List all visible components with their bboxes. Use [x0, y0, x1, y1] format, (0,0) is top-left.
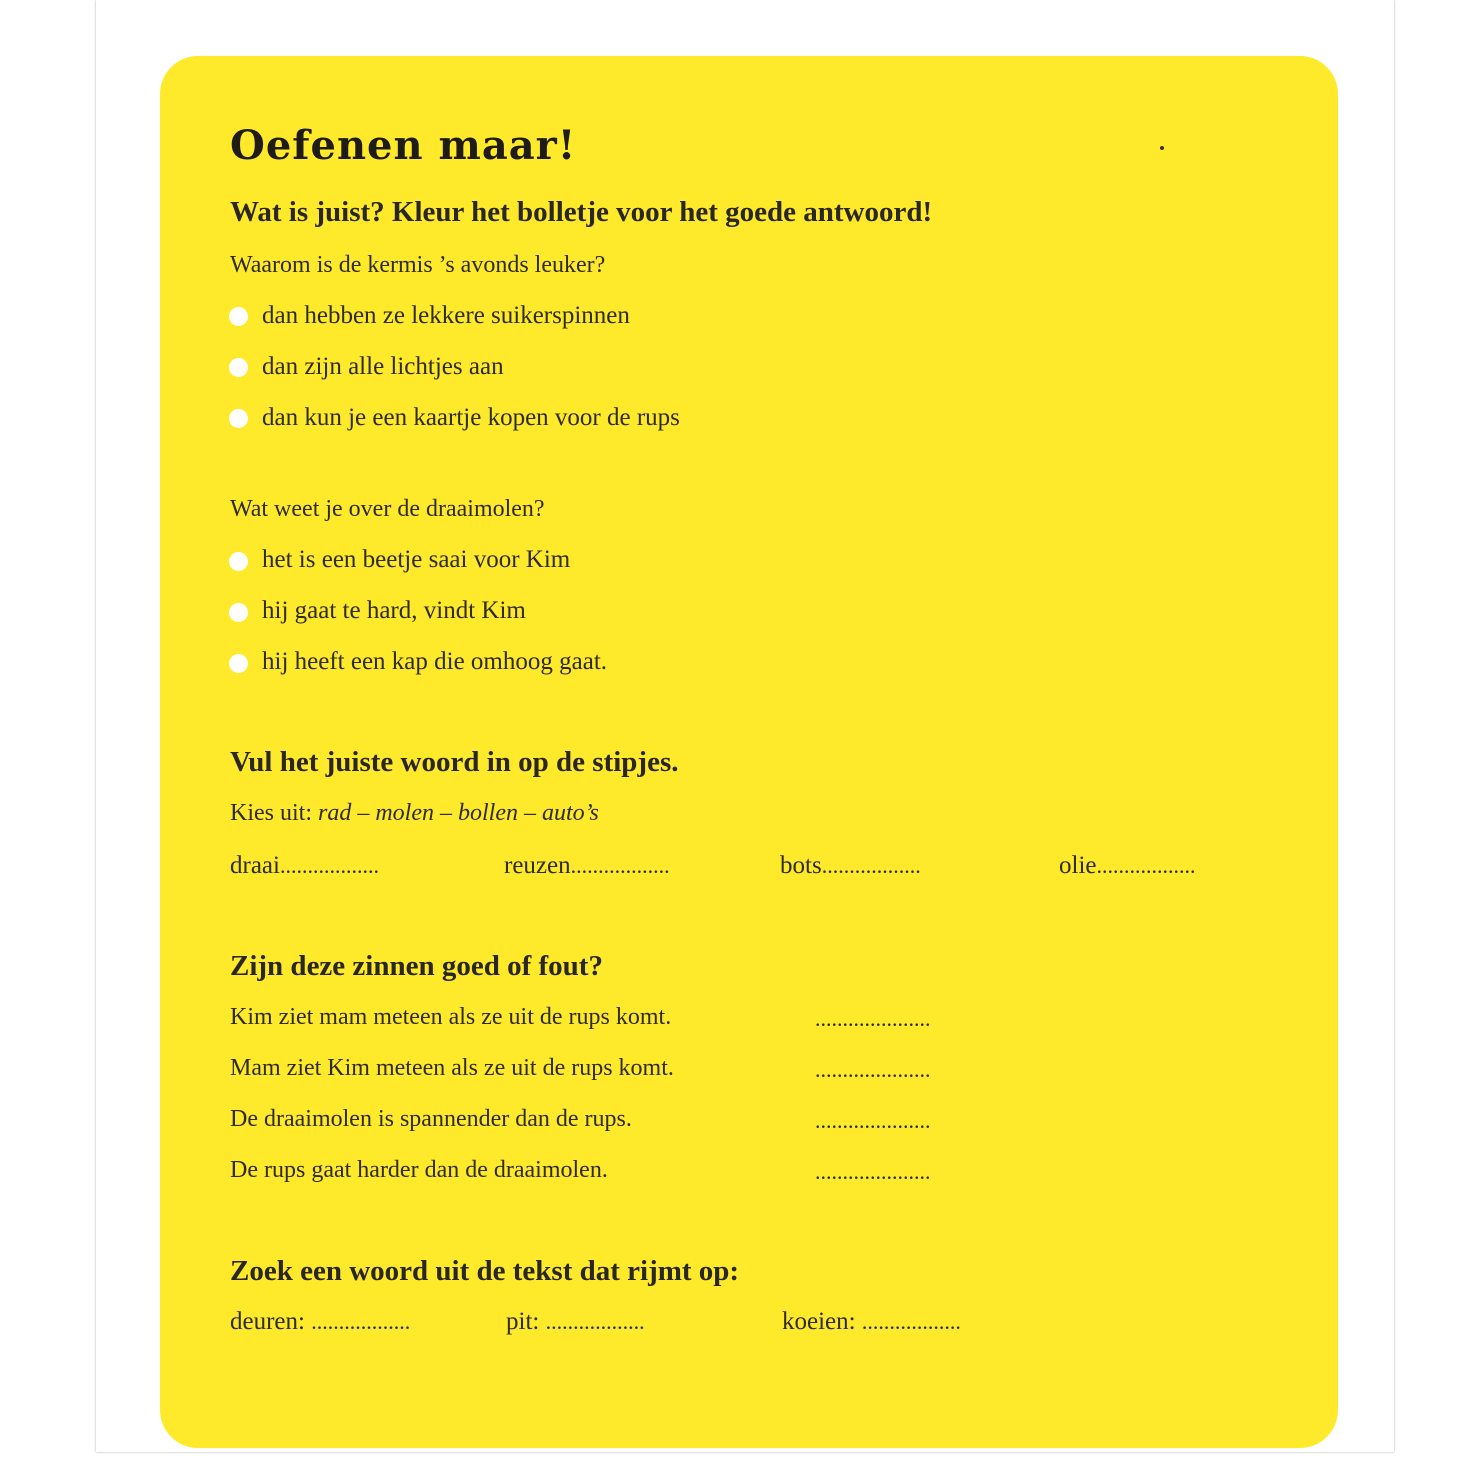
fill-in-blank[interactable]: ..................: [279, 853, 379, 878]
answer-blank-2[interactable]: .....................: [815, 1057, 931, 1082]
rhyme-word: pit:: [506, 1308, 540, 1335]
fill-in-blank[interactable]: ..................: [1096, 853, 1196, 878]
print-speck: [1160, 146, 1164, 150]
answer-bubble-2c[interactable]: [229, 654, 248, 673]
rhyme-item-3: [782, 1308, 961, 1336]
answer-option-2b: hij gaat te hard, vindt Kim: [262, 597, 526, 624]
fill-in-word: olie: [1059, 852, 1097, 879]
fill-in-word: bots: [780, 852, 822, 879]
question-2: Wat weet je over de draaimolen?: [230, 496, 545, 522]
answer-blank-3[interactable]: .....................: [815, 1108, 931, 1133]
section-heading-fill-in: Vul het juiste woord in op de stipjes.: [230, 746, 679, 778]
answer-option-2c: hij heeft een kap die omhoog gaat.: [262, 648, 608, 675]
answer-option-1c: dan kun je een kaartje kopen voor de rups: [262, 404, 680, 431]
answer-bubble-2a[interactable]: [229, 552, 248, 571]
word-choices: [230, 800, 599, 827]
section-heading-multiple-choice: Wat is juist? Kleur het bolletje voor het goede antwoord!: [230, 196, 933, 228]
fill-in-item-3: [780, 852, 921, 880]
page-title: Oefenen maar!: [230, 122, 577, 169]
rhyme-blank[interactable]: ..................: [861, 1309, 961, 1334]
section-heading-true-false: Zijn deze zinnen goed of fout?: [230, 950, 603, 982]
word-choices-prefix: Kies uit:: [230, 800, 318, 826]
answer-bubble-1b[interactable]: [229, 358, 248, 377]
fill-in-word: reuzen: [504, 852, 571, 879]
rhyme-item-1: [230, 1308, 410, 1336]
rhyme-word: koeien:: [782, 1308, 856, 1335]
fill-in-item-4: [1059, 852, 1196, 880]
answer-option-1a: dan hebben ze lekkere suikerspinnen: [262, 302, 630, 329]
answer-bubble-2b[interactable]: [229, 603, 248, 622]
fill-in-blank[interactable]: ..................: [570, 853, 670, 878]
fill-in-item-1: [230, 852, 379, 880]
fill-in-blank[interactable]: ..................: [821, 853, 921, 878]
rhyme-blank[interactable]: ..................: [545, 1309, 645, 1334]
word-choices-list: rad – molen – bollen – auto’s: [318, 800, 599, 826]
rhyme-item-2: [506, 1308, 645, 1336]
answer-blank-4[interactable]: .....................: [815, 1159, 931, 1184]
section-heading-rhyme: Zoek een woord uit de tekst dat rijmt op:: [230, 1255, 740, 1287]
fill-in-item-2: [504, 852, 670, 880]
rhyme-word: deuren:: [230, 1308, 305, 1335]
question-1: Waarom is de kermis ’s avonds leuker?: [230, 252, 606, 278]
answer-bubble-1a[interactable]: [229, 307, 248, 326]
statement-2: Mam ziet Kim meteen als ze uit de rups komt.: [230, 1055, 674, 1081]
fill-in-word: draai: [230, 852, 280, 879]
statement-1: Kim ziet mam meteen als ze uit de rups komt.: [230, 1004, 672, 1030]
answer-blank-1[interactable]: .....................: [815, 1006, 931, 1031]
statement-4: De rups gaat harder dan de draaimolen.: [230, 1157, 608, 1183]
rhyme-blank[interactable]: ..................: [311, 1309, 411, 1334]
answer-option-1b: dan zijn alle lichtjes aan: [262, 353, 504, 380]
answer-option-2a: het is een beetje saai voor Kim: [262, 546, 571, 573]
answer-bubble-1c[interactable]: [229, 409, 248, 428]
statement-3: De draaimolen is spannender dan de rups.: [230, 1106, 632, 1132]
